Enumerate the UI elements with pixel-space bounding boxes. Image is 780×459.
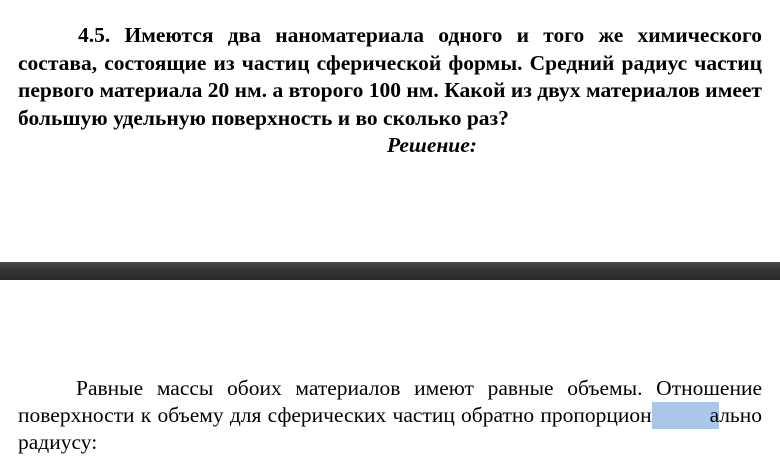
page-divider [0, 262, 780, 280]
problem-statement: 4.5. Имеются два наноматериала одного и того же химического состава, состоящие из частиц сферической формы. Средний радиус частиц первого материала 20 нм. а второго 100 нм. Какой из двух материалов имеет большую удельную поверхность и во сколько раз? [18, 23, 762, 130]
text-cursor-highlight[interactable]: а [652, 402, 720, 429]
solution-text-part: льно радиусу: [18, 403, 762, 454]
solution-text [18, 375, 762, 456]
solution-heading: Решение: [387, 133, 477, 157]
solution-text-part: Равные массы обоих материалов имеют равные объемы. Отношение поверхности к объему для сферических частиц обратно пропорцион [18, 376, 762, 427]
